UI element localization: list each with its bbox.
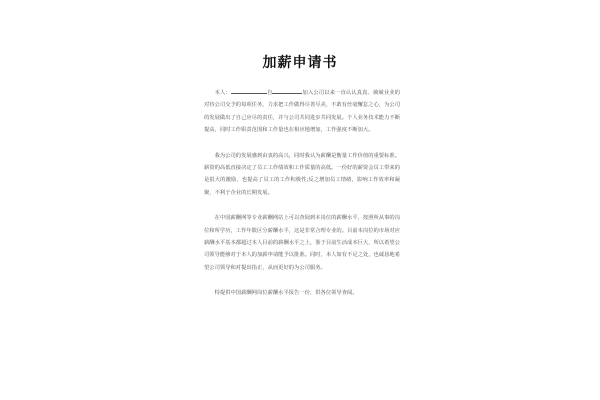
date-blank-underline [272,86,302,94]
document-body [204,86,400,300]
name-blank-underline [231,86,267,94]
paragraph-1 [204,86,400,137]
paragraph-1-mid: 自 [266,90,273,96]
paragraph-1-rest: 加入公司以来一直认认真真、兢兢业业的对待公司交予的每项任务，力求把工作做得尽善尽美，不敢有丝毫懈怠之心，为公司的发展做出了自己应尽的责任，并与公司共同进步共同发展。个人业务技术能力不断提高，同时工作职责范围和工作量也在相应地增加，工作强度不断加大。 [204,90,400,134]
paragraph-3: 在中国薪酬网等专业薪酬网站上可以查阅到本岗位的薪酬水平，按照所从事的岗位和所学历，工作年限区分薪酬水平，这是非常合理专业的。目前本岗位的市场对应薪酬水平基本都超过本人目前的薪酬水平之上，鉴于目前生活成本巨大，所以希望公司领导能够对于本人的加薪申请能予以批准。同时，本人如有不足之处，也诚恳地希望公司领导和对提出指正，从而更好的为公司服务。 [204,215,400,271]
paragraph-2: 我为公司的发展感到由衷的高兴，同时我认为薪酬是衡量工作价值的重要标准。薪资的高低直接决定了员工工作绩效和工作质量的高低。一份好的薪资会员工带来的是很大的激励，也提高了员工的工作积极性;反之增加员工情绪，影响工作效率和凝聚，不利于企业的长期发展。 [204,152,400,196]
document-title: 加薪申请书 [262,55,338,71]
paragraph-4: 特提供中国薪酬网岗位薪酬水平报告一份，供各位领导查阅。 [214,290,358,297]
paragraph-1-lead: 本人： [214,90,231,96]
